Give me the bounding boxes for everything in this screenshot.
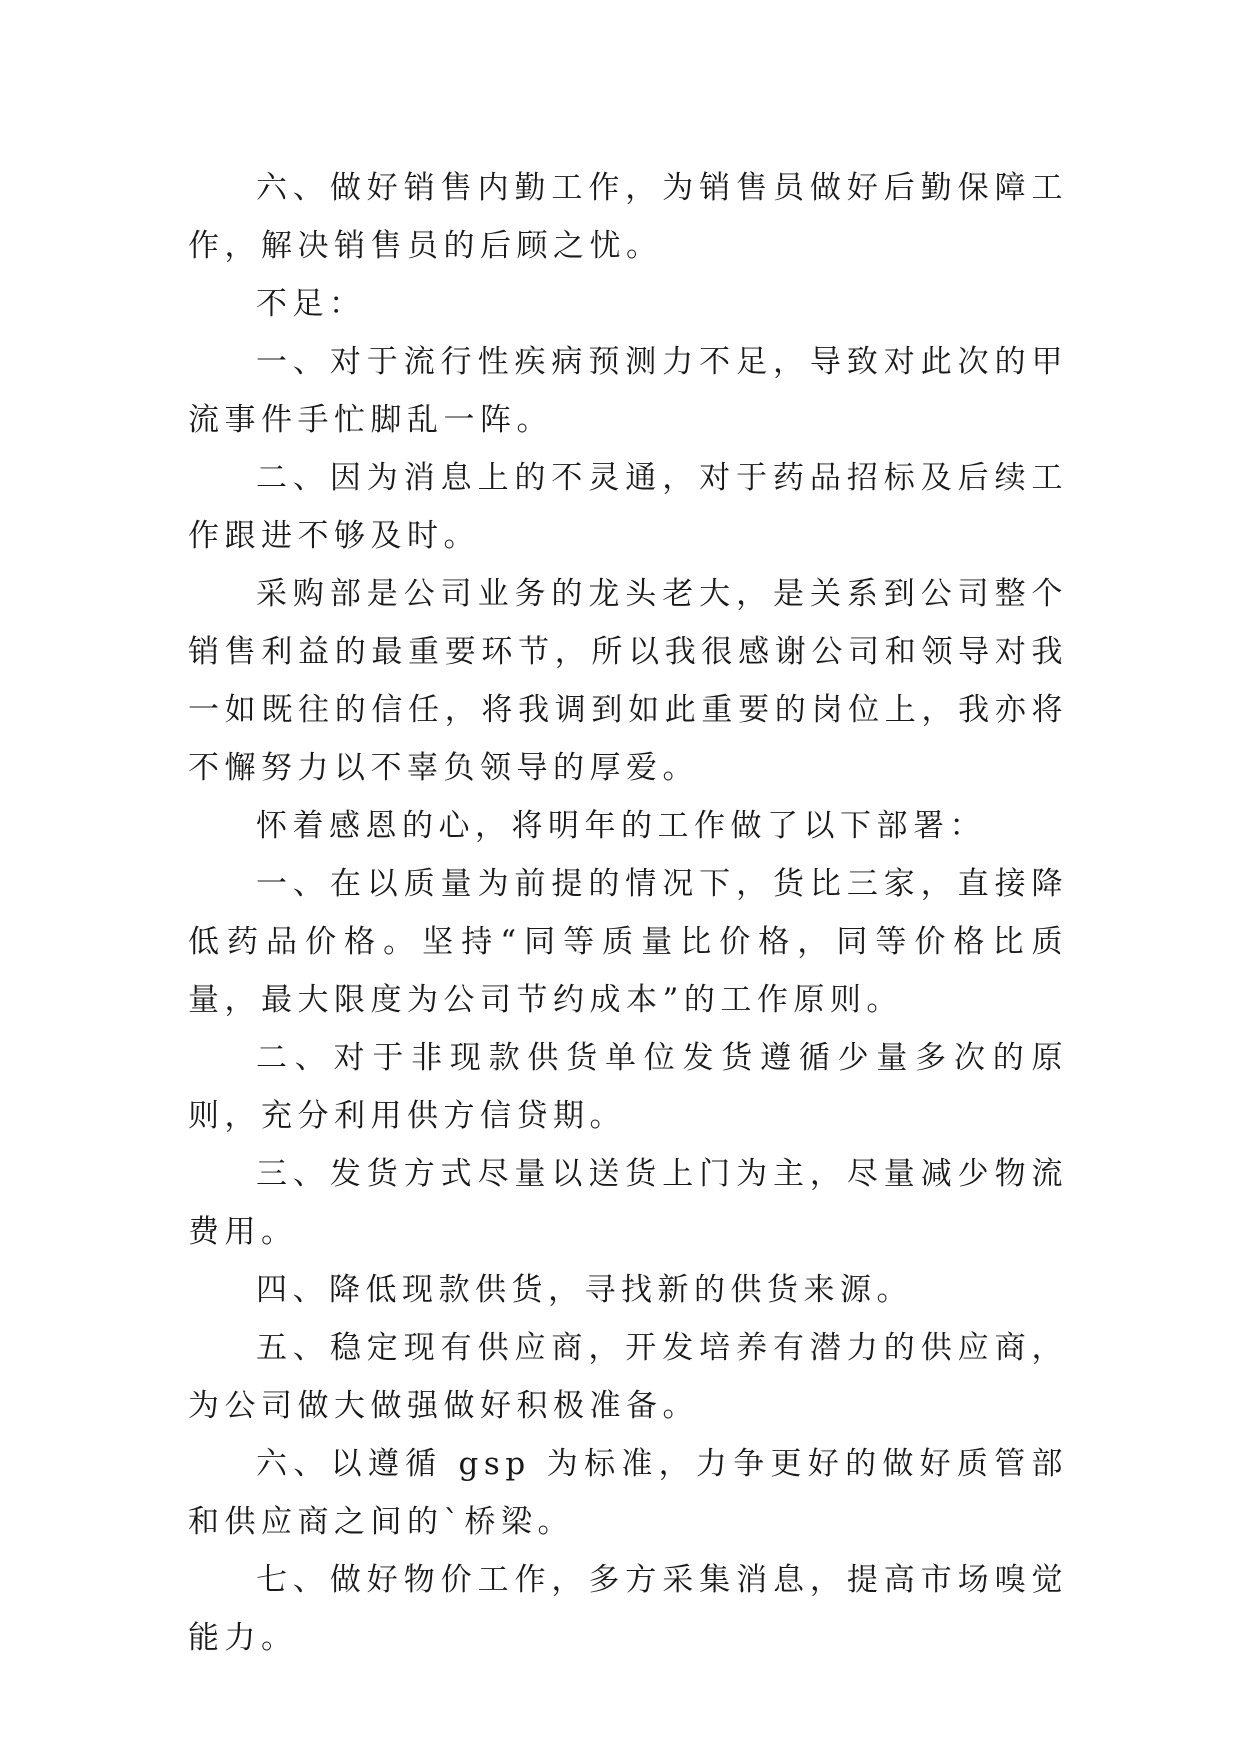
paragraph-plan-5: 五、稳定现有供应商，开发培养有潜力的供应商，为公司做大做强做好积极准备。 bbox=[188, 1330, 1068, 1424]
paragraph-shortcomings-heading: 不足： bbox=[256, 286, 366, 322]
paragraph-plan-1: 一、在以质量为前提的情况下，货比三家，直接降低药品价格。坚持“同等质量比价格，同等价格比质量，最大限度为公司节约成本”的工作原则。 bbox=[188, 866, 1068, 1018]
paragraph-shortcoming-1: 一、对于流行性疾病预测力不足，导致对此次的甲流事件手忙脚乱一阵。 bbox=[188, 344, 1068, 438]
paragraph-plan-3: 三、发货方式尽量以送货上门为主，尽量减少物流费用。 bbox=[188, 1156, 1068, 1250]
paragraph-sales-support: 六、做好销售内勤工作，为销售员做好后勤保障工作，解决销售员的后顾之忧。 bbox=[188, 170, 1068, 264]
paragraph-next-year-plan-intro: 怀着感恩的心，将明年的工作做了以下部署： bbox=[256, 808, 986, 844]
paragraph-plan-6: 六、以遵循 gsp 为标准，力争更好的做好质管部和供应商之间的`桥梁。 bbox=[188, 1446, 1068, 1540]
paragraph-plan-2: 二、对于非现款供货单位发货遵循少量多次的原则，充分利用供方信贷期。 bbox=[188, 1040, 1068, 1134]
paragraph-purchasing-department: 采购部是公司业务的龙头老大，是关系到公司整个销售利益的最重要环节，所以我很感谢公司和领导对我一如既往的信任，将我调到如此重要的岗位上，我亦将不懈努力以不辜负领导的厚爱。 bbox=[188, 576, 1068, 786]
paragraph-plan-7: 七、做好物价工作，多方采集消息，提高市场嗅觉能力。 bbox=[188, 1562, 1068, 1656]
paragraph-shortcoming-2: 二、因为消息上的不灵通，对于药品招标及后续工作跟进不够及时。 bbox=[188, 460, 1068, 554]
paragraph-plan-4: 四、降低现款供货，寻找新的供货来源。 bbox=[256, 1272, 913, 1308]
document-body bbox=[188, 159, 1068, 1667]
